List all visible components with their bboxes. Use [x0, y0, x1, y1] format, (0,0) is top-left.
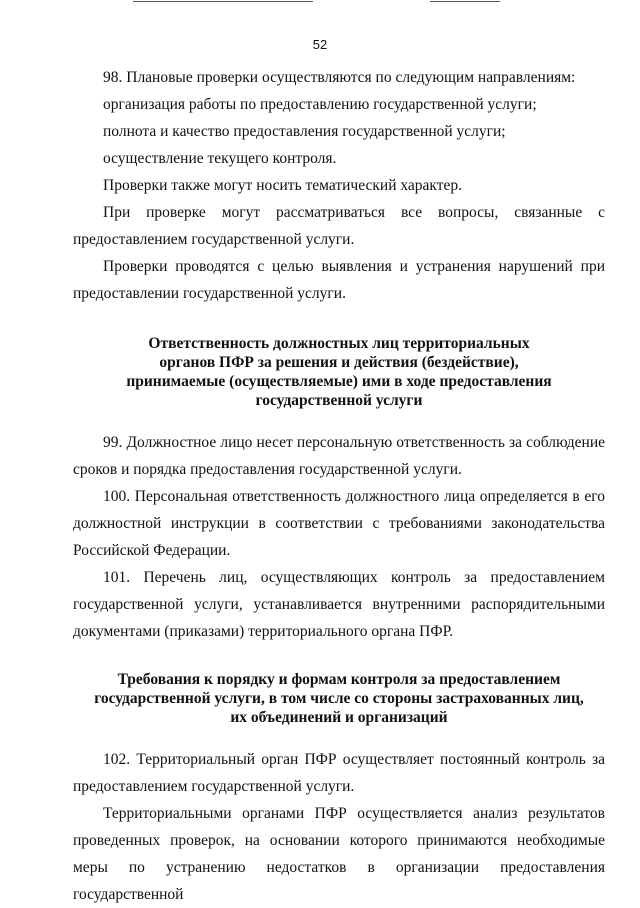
page-number: 52 — [312, 37, 328, 52]
paragraph-99: 99. Должностное лицо несет персональную ответственность за соблюдение сроков и порядка предоставления государственной услуги. — [73, 434, 605, 478]
list-item-current-control: осуществление текущего контроля. — [103, 150, 337, 167]
heading-line: Ответственность должностных лиц территориальных — [148, 335, 530, 352]
paragraph-analysis: Территориальными органами ПФР осуществляется анализ результатов проведенных проверок, на основании которого принимаются необходимые меры по устранению недостатков в организации предоставления государственной — [73, 805, 605, 903]
scan-edge-line — [133, 1, 313, 2]
paragraph-102: 102. Территориальный орган ПФР осуществляет постоянный контроль за предоставлением государственной услуги. — [73, 751, 605, 795]
list-item-completeness: полнота и качество предоставления государственной услуги; — [103, 123, 506, 140]
section-heading-responsibility — [73, 334, 605, 410]
scan-edge-line — [430, 1, 500, 2]
paragraph-98: 98. Плановые проверки осуществляются по следующим направлениям: — [103, 69, 576, 86]
heading-line: их объединений и организаций — [230, 709, 448, 726]
heading-line: Требования к порядку и формам контроля за предоставлением — [117, 671, 561, 688]
list-item-organization: организация работы по предоставлению государственной услуги; — [103, 96, 537, 113]
paragraph-questions: При проверке могут рассматриваться все вопросы, связанные с предоставлением государственной услуги. — [73, 204, 605, 248]
heading-line: принимаемые (осуществляемые) ими в ходе предоставления — [126, 373, 552, 390]
paragraph-100: 100. Персональная ответственность должностного лица определяется в его должностной инструкции в соответствии с требованиями законодательства Российской Федерации. — [73, 488, 605, 559]
paragraph-thematic: Проверки также могут носить тематический характер. — [103, 177, 463, 194]
paragraph-purpose: Проверки проводятся с целью выявления и устранения нарушений при предоставлении государственной услуги. — [73, 258, 605, 302]
paragraph-101: 101. Перечень лиц, осуществляющих контроль за предоставлением государственной услуги, устанавливается внутренними распорядительными документами (приказами) территориального органа ПФР. — [73, 569, 605, 640]
document-body — [73, 64, 605, 908]
heading-line: органов ПФР за решения и действия (бездействие), — [159, 354, 519, 371]
heading-line: государственной услуги — [255, 392, 423, 409]
heading-line: государственной услуги, в том числе со стороны застрахованных лиц, — [94, 690, 584, 707]
section-heading-requirements — [73, 670, 605, 727]
